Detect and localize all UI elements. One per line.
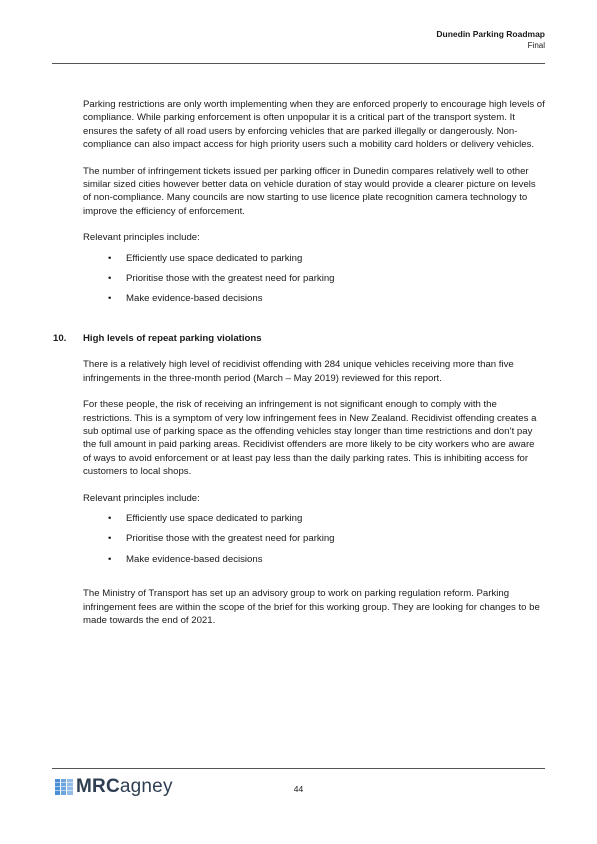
- list-item: • Make evidence-based decisions: [108, 292, 545, 305]
- section-title: High levels of repeat parking violations: [83, 332, 262, 344]
- section-number: 10.: [53, 332, 67, 344]
- page-header: [436, 29, 545, 51]
- paragraph: There is a relatively high level of recidivist offending with 284 unique vehicles receiving more than five infringements in the three-month period (March – May 2019) reviewed for this report.: [83, 359, 514, 384]
- paragraph: Parking restrictions are only worth implementing when they are enforced properly to encourage high levels of compliance. While parking enforcement is often unpopular it is a critical part of the transport system. It ensures the safety of all road users by enforcing vehicles that are parked illegally or dangerously. Non-compliance can also impact access for high priority users such a mobility card holders or delivery vehicles.: [83, 99, 545, 151]
- paragraph: For these people, the risk of receiving an infringement is not significant enough to comply with the restrictions. This is a symptom of very low infringement fees in New Zealand. Recidivist offending creates a sub optimal use of parking space as the offending vehicles stay longer than time restrictions and don’t pay the full amount in paid parking areas. Recidivist offenders are more likely to be city workers who are aware of ways to avoid enforcement or at least pay less than the daily parking rates. This is inhibiting access for customers to local shops.: [83, 399, 537, 478]
- list-item: • Efficiently use space dedicated to parking: [108, 252, 545, 265]
- document-title: Dunedin Parking Roadmap: [436, 29, 545, 39]
- list-item: • Make evidence-based decisions: [108, 553, 545, 566]
- page-number: 44: [293, 784, 304, 794]
- logo-wordmark: MRCagney: [76, 776, 173, 797]
- document-status: Final: [527, 41, 545, 50]
- header-rule: [52, 63, 545, 64]
- list-item: • Prioritise those with the greatest need for parking: [108, 272, 545, 285]
- page-content: [53, 98, 545, 640]
- footer-rule: [52, 768, 545, 769]
- principles-intro: Relevant principles include:: [83, 232, 200, 244]
- paragraph: The number of infringement tickets issued per parking officer in Dunedin compares relatively well to other similar sized cities however better data on vehicle duration of stay would provide a clearer picture on levels of non-compliance. Many councils are now starting to use licence plate recognition camera technology to improve the efficiency of enforcement.: [83, 165, 536, 217]
- paragraph: The Ministry of Transport has set up an advisory group to work on parking regulation reform. Parking infringement fees are within the scope of the brief for this working group. They are looking for changes to be made towards the end of 2021.: [83, 588, 540, 626]
- principles-list: [83, 252, 545, 306]
- list-item: • Efficiently use space dedicated to parking: [108, 512, 545, 525]
- list-item: • Prioritise those with the greatest need for parking: [108, 532, 545, 545]
- section-heading: [53, 332, 545, 345]
- principles-list: [83, 512, 545, 566]
- principles-intro: Relevant principles include:: [83, 492, 200, 504]
